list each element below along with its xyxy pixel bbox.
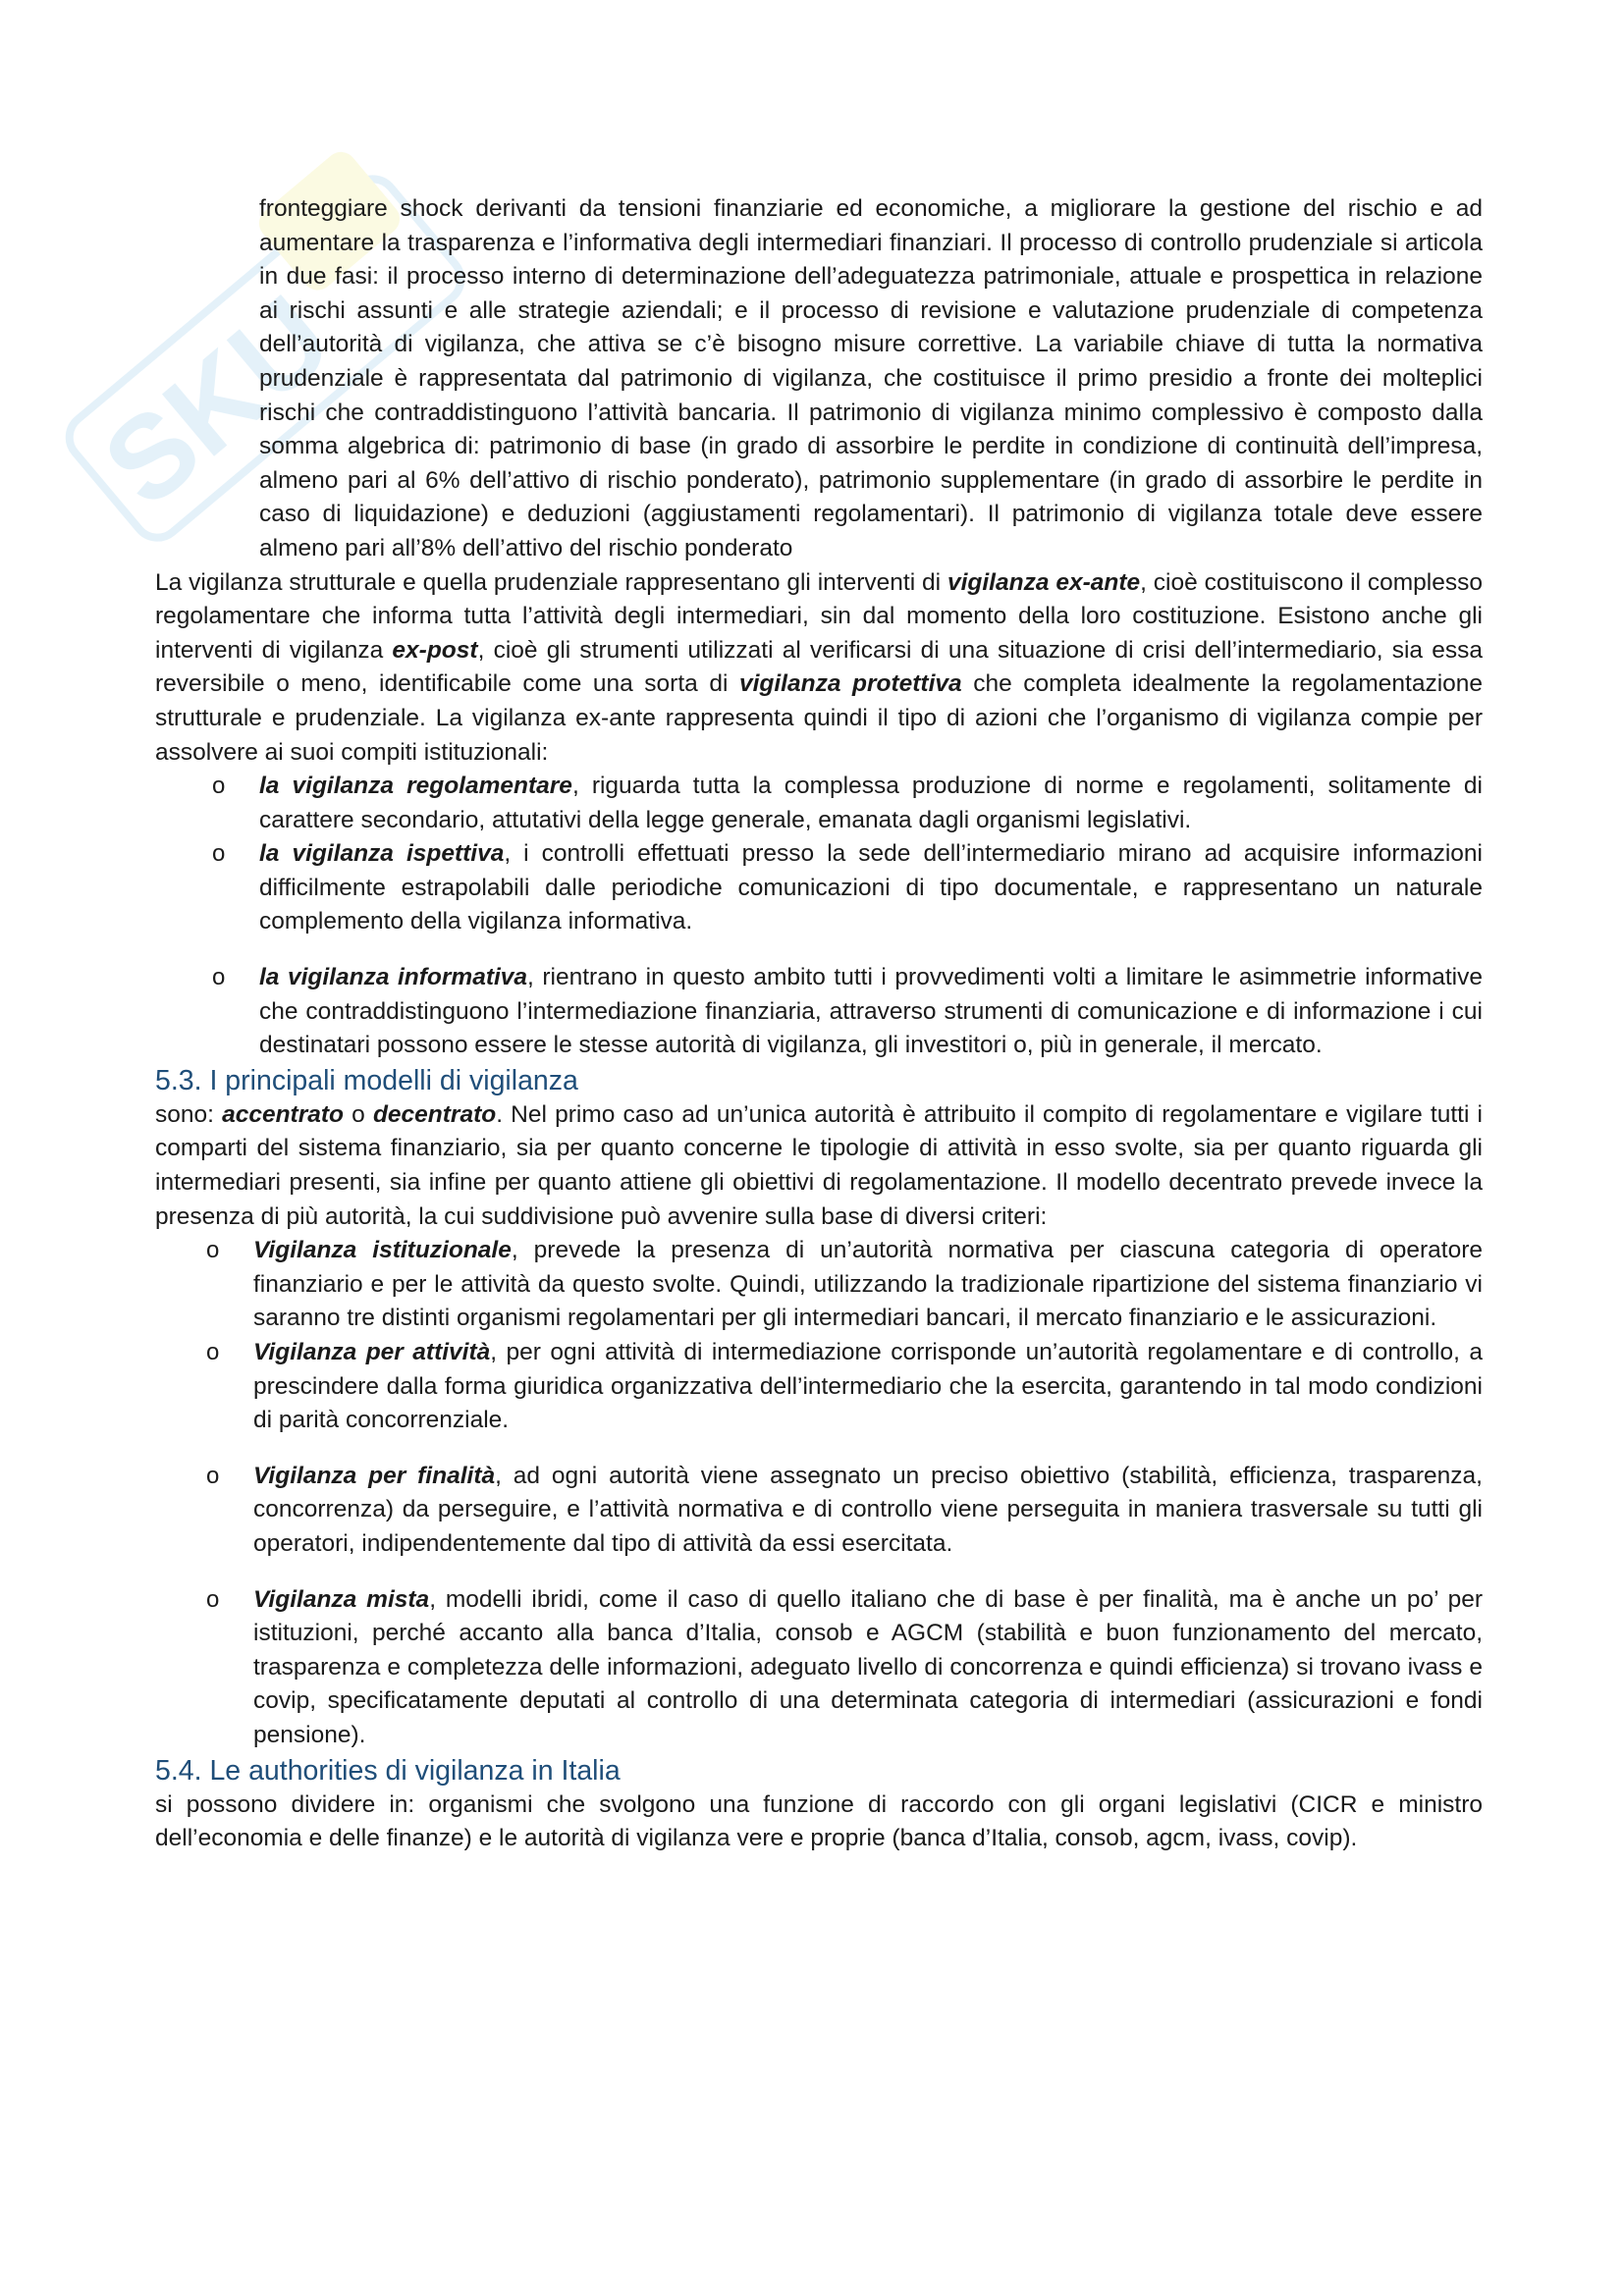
- list-item: o Vigilanza per attività, per ogni attività di intermediazione corrisponde un’autorità regolamentare e di controllo, a prescindere dalla forma giuridica organizzativa dell’intermediario che la esercita, garantendo in tal modo condizioni di parità concorrenziale.: [155, 1336, 1483, 1438]
- list-item: o Vigilanza mista, modelli ibridi, come il caso di quello italiano che di base è per finalità, ma è anche un po’ per istituzioni, perché accanto alla banca d’Italia, consob e AGCM (stabilità e buon funzionamento del mercato, trasparenza e completezza delle informazioni, adeguato livello di concorrenza e quindi efficienza) si trovano ivass e covip, specificatamente deputati al controllo di una determinata categoria di intermediari (assicurazioni e fondi pensione).: [155, 1583, 1483, 1753]
- section-heading-5-3: 5.3. I principali modelli di vigilanza: [155, 1064, 578, 1096]
- list-item: o Vigilanza istituzionale, prevede la presenza di un’autorità normativa per ciascuna categoria di operatore finanziario e per le attività da questo svolte. Quindi, utilizzando la tradizionale ripartizione del sistema finanziario vi saranno tre distinti organismi regolamentari per gli intermediari bancari, il mercato finanziario e le assicurazioni.: [155, 1234, 1483, 1336]
- bullet-marker: o: [212, 964, 226, 991]
- intro-paragraph: fronteggiare shock derivanti da tensioni finanziarie ed economiche, a migliorare la gestione del rischio e ad aumentare la trasparenza e l’informativa degli intermediari finanziari. Il processo di controllo prudenziale si articola in due fasi: il processo interno di determinazione dell’adeguatezza patrimoniale, attuale e prospettica in relazione ai rischi assunti e alle strategie aziendali; e il processo di revisione e valutazione prudenziale di competenza dell’autorità di vigilanza, che attiva se c’è bisogno misure correttive. La variabile chiave di tutta la normativa prudenziale è rappresentata dal patrimonio di vigilanza, che costituisce il primo presidio a fronte dei molteplici rischi che contraddistinguono l’attività bancaria. Il patrimonio di vigilanza minimo complessivo è composto dalla somma algebrica di: patrimonio di base (in grado di assorbire le perdite in condizione di continuità dell’impresa, almeno pari al 6% dell’attivo di rischio ponderato), patrimonio supplementare (in grado di assorbire le perdite in caso di liquidazione) e deduzioni (aggiustamenti regolamentari). Il patrimonio di vigilanza totale deve essere almeno pari all’8% dell’attivo del rischio ponderato: [259, 195, 1483, 561]
- ex-ante-types-list: [155, 770, 1483, 1063]
- decentralized-criteria-list: [155, 1234, 1483, 1752]
- list-item: o Vigilanza per finalità, ad ogni autorità viene assegnato un preciso obiettivo (stabilità, efficienza, trasparenza, concorrenza) da perseguire, e l’attività normativa e di controllo viene perseguita in maniera trasversale su tutti gli operatori, indipendentemente dal tipo di attività da essi esercitata.: [155, 1460, 1483, 1562]
- ex-ante-paragraph: La vigilanza strutturale e quella prudenziale rappresentano gli interventi di vigilanza ex-ante, cioè costituiscono il complesso regolamentare che informa tutta l’attività degli intermediari, sin dal momento della loro costituzione. Esistono anche gli interventi di vigilanza ex-post, cioè gli strumenti utilizzati al verificarsi di una situazione di crisi dell’intermediario, sia essa reversibile o meno, identificabile come una sorta di vigilanza protettiva che completa idealmente la regolamentazione strutturale e prudenziale. La vigilanza ex-ante rappresenta quindi il tipo di azioni che l’organismo di vigilanza compie per assolvere ai suoi compiti istituzionali:: [155, 568, 1484, 766]
- keyword-accentrato: accentrato: [222, 1100, 345, 1128]
- section-heading-5-4: 5.4. Le authorities di vigilanza in Italia: [155, 1754, 621, 1787]
- svg-text:SKU: SKU: [80, 270, 355, 532]
- authorities-paragraph: si possono dividere in: organismi che svolgono una funzione di raccordo con gli organi legislativi (CICR e ministro dell’economia e delle finanze) e le autorità di vigilanza vere e proprie (banca d’Italia, consob, agcm, ivass, covip).: [155, 1790, 1483, 1852]
- models-paragraph: sono: accentrato o decentrato. Nel primo caso ad un’unica autorità è attribuito il compito di regolamentare e vigilare tutti i comparti del sistema finanziario, sia per quanto concerne le tipologie di attività in esso svolte, sia per quanto riguarda gli intermediari presenti, sia infine per quanto attiene gli obiettivi di regolamentazione. Il modello decentrato prevede invece la presenza di più autorità, la cui suddivisione può avvenire sulla base di diversi criteri:: [155, 1100, 1483, 1230]
- keyword-decentrato: decentrato: [372, 1100, 497, 1128]
- document-page: [155, 192, 1483, 1856]
- keyword-vigilanza-protettiva: vigilanza protettiva: [738, 670, 962, 698]
- keyword-vigilanza-ex-ante: vigilanza ex-ante: [947, 568, 1141, 596]
- bullet-marker: o: [212, 840, 226, 868]
- bullet-marker: o: [206, 1237, 220, 1264]
- bullet-marker: o: [206, 1462, 220, 1489]
- list-item: o la vigilanza informativa, rientrano in questo ambito tutti i provvedimenti volti a limitare le asimmetrie informative che contraddistinguono l’intermediazione finanziaria, attraverso strumenti di comunicazione e di informazione i cui destinatari possono essere le stesse autorità di vigilanza, gli investitori o, più in generale, il mercato.: [155, 961, 1483, 1063]
- bullet-marker: o: [212, 773, 226, 800]
- bullet-marker: o: [206, 1339, 220, 1365]
- keyword-ex-post: ex-post: [392, 636, 478, 664]
- list-item: o la vigilanza ispettiva, i controlli effettuati presso la sede dell’intermediario mirano ad acquisire informazioni difficilmente estrapolabili dalle periodiche comunicazioni di tipo documentale, e rappresentano un naturale complemento della vigilanza informativa.: [155, 837, 1483, 939]
- list-item: o la vigilanza regolamentare, riguarda tutta la complessa produzione di norme e regolamenti, solitamente di carattere secondario, attutativi della legge generale, emanata dagli organismi legislativi.: [155, 770, 1483, 837]
- bullet-marker: o: [206, 1585, 220, 1613]
